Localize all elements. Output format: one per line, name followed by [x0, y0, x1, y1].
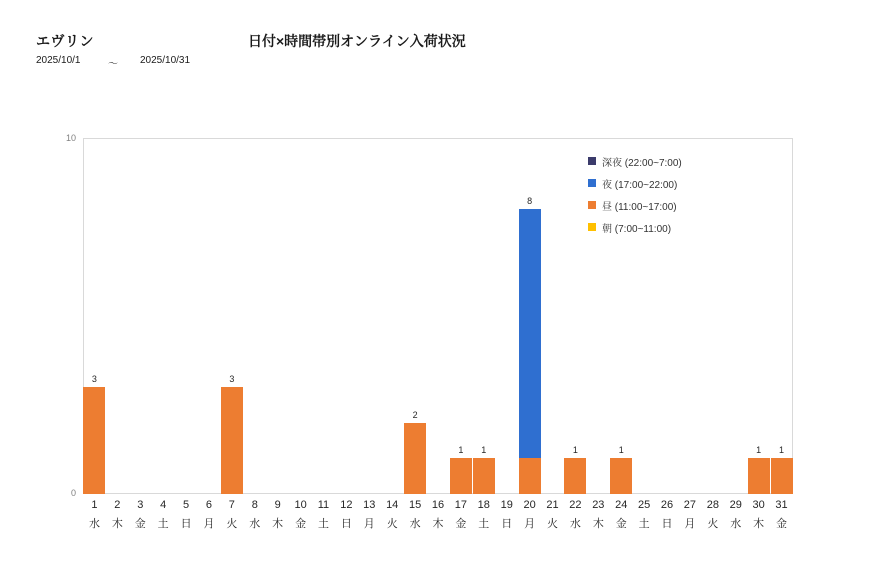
x-axis-weekday: 金 [615, 518, 627, 530]
x-axis-day-number: 31 [775, 499, 788, 511]
x-axis-day-number: 18 [477, 499, 490, 511]
x-axis-weekday: 日 [661, 518, 673, 530]
date-range-from: 2025/10/1 [36, 55, 81, 66]
x-axis-weekday: 月 [524, 518, 536, 530]
x-axis-weekday: 木 [753, 518, 765, 530]
bar-segment [519, 209, 541, 458]
x-axis-day-number: 8 [251, 499, 258, 511]
bar-segment [771, 458, 793, 494]
x-axis-day-number: 24 [615, 499, 628, 511]
x-axis-day-number: 15 [408, 499, 422, 511]
legend-swatch-icon [588, 201, 596, 209]
bar-column[interactable] [221, 374, 243, 494]
bar-segment [748, 458, 770, 494]
x-axis-day-number: 16 [431, 499, 445, 511]
x-axis-weekday: 木 [432, 518, 444, 530]
x-axis-day-number: 1 [91, 499, 98, 511]
bar-segment [473, 458, 495, 494]
x-axis-day-number: 17 [454, 499, 468, 511]
legend-item-label: 深夜 (22:00~7:00) [602, 157, 682, 169]
x-axis-day-number: 29 [729, 499, 742, 511]
x-axis-weekday: 月 [203, 518, 215, 530]
bar-segment [404, 423, 426, 494]
x-axis-day-number: 5 [183, 499, 190, 511]
x-axis-weekday: 土 [317, 518, 329, 530]
bar-value-label: 1 [779, 445, 785, 456]
bar-value-label: 1 [756, 445, 762, 456]
bar-value-label: 3 [229, 374, 235, 385]
x-axis-day-number: 7 [228, 499, 235, 511]
legend [588, 150, 768, 238]
date-range-to: 2025/10/31 [140, 55, 191, 66]
bar-segment [519, 458, 541, 494]
bar-segment [83, 387, 105, 494]
x-axis-day-number: 25 [638, 499, 651, 511]
x-axis-day-number: 19 [500, 499, 513, 511]
x-axis-weekday: 日 [180, 518, 192, 530]
bar-value-label: 1 [481, 445, 487, 456]
bar-column[interactable] [473, 445, 495, 494]
bar-value-label: 8 [527, 196, 533, 207]
customer-name: エヴリン [36, 33, 94, 49]
x-axis-day-number: 21 [546, 499, 559, 511]
x-axis-weekday: 月 [363, 518, 375, 530]
legend-swatch-icon [588, 223, 596, 231]
bar-value-label: 1 [618, 445, 624, 456]
x-axis-weekday: 金 [776, 518, 788, 530]
legend-item-label: 昼 (11:00~17:00) [602, 201, 677, 213]
x-axis-weekday: 日 [501, 518, 513, 530]
bar-column[interactable] [748, 445, 770, 494]
legend-item[interactable] [588, 150, 768, 172]
x-axis-weekday: 金 [134, 518, 146, 530]
bar-column[interactable] [610, 445, 632, 494]
x-axis-weekday: 水 [569, 518, 581, 530]
bar-value-label: 1 [572, 445, 578, 456]
x-axis-day-number: 22 [569, 499, 582, 511]
x-axis-day-number: 26 [660, 499, 674, 511]
bar-column[interactable] [450, 445, 472, 494]
x-axis-weekday: 火 [226, 518, 238, 530]
x-axis-weekday: 土 [638, 518, 650, 530]
x-axis-weekday: 木 [272, 518, 284, 530]
x-axis-day-number: 14 [386, 499, 399, 511]
bar-column[interactable] [404, 409, 426, 494]
bar-segment [450, 458, 472, 494]
x-axis-weekday: 水 [249, 518, 261, 530]
bar-column[interactable] [564, 445, 586, 494]
bar-value-label: 1 [458, 445, 464, 456]
bar-column[interactable] [83, 374, 105, 494]
x-axis-weekday: 火 [547, 518, 559, 530]
legend-item[interactable] [588, 216, 768, 238]
x-axis-day-number: 13 [363, 499, 376, 511]
x-axis-day-number: 12 [340, 499, 353, 511]
legend-item-label: 朝 (7:00~11:00) [602, 223, 672, 235]
x-axis-weekday: 火 [386, 518, 398, 530]
x-axis-day-number: 4 [160, 499, 167, 511]
bar-column[interactable] [771, 445, 793, 494]
x-axis-day-number: 28 [706, 499, 719, 511]
chart-title: 日付×時間帯別オンライン入荷状況 [248, 33, 466, 49]
bar-segment [221, 387, 243, 494]
bar-segment [610, 458, 632, 494]
x-axis-day-number: 6 [205, 499, 213, 511]
legend-item[interactable] [588, 194, 768, 216]
x-axis-day-number: 3 [137, 499, 144, 511]
x-axis-weekday: 水 [88, 518, 100, 530]
y-axis-tick-max: 10 [65, 133, 76, 143]
legend-swatch-icon [588, 157, 596, 165]
x-axis-weekday: 日 [340, 518, 352, 530]
bar-value-label: 2 [412, 409, 418, 420]
x-axis-tick [767, 497, 797, 535]
x-axis-day-number: 20 [523, 499, 536, 511]
x-axis-weekday: 水 [409, 518, 421, 530]
x-axis-day-number: 10 [294, 499, 307, 511]
x-axis-day-number: 27 [683, 499, 697, 511]
legend-item[interactable] [588, 172, 768, 194]
bar-segment [564, 458, 586, 494]
x-axis-weekday: 水 [730, 518, 742, 530]
x-axis-weekday: 金 [455, 518, 467, 530]
date-range-separator: ～ [108, 59, 118, 70]
x-axis-weekday: 土 [478, 518, 490, 530]
bar-column[interactable] [519, 196, 541, 494]
x-axis-day-number: 2 [114, 499, 121, 511]
x-axis-weekday: 木 [592, 518, 604, 530]
x-axis [83, 497, 793, 557]
x-axis-day-number: 23 [592, 499, 605, 511]
x-axis-weekday: 月 [684, 518, 696, 530]
x-axis-weekday: 土 [157, 518, 169, 530]
x-axis-day-number: 30 [752, 499, 765, 511]
y-axis-tick-min: 0 [70, 488, 76, 498]
x-axis-day-number: 11 [317, 499, 330, 511]
x-axis-weekday: 金 [295, 518, 307, 530]
bar-value-label: 3 [91, 374, 97, 385]
x-axis-weekday: 木 [111, 518, 123, 530]
x-axis-day-number: 9 [274, 499, 281, 511]
legend-item-label: 夜 (17:00~22:00) [602, 179, 678, 191]
legend-swatch-icon [588, 179, 596, 187]
x-axis-weekday: 火 [707, 518, 719, 530]
